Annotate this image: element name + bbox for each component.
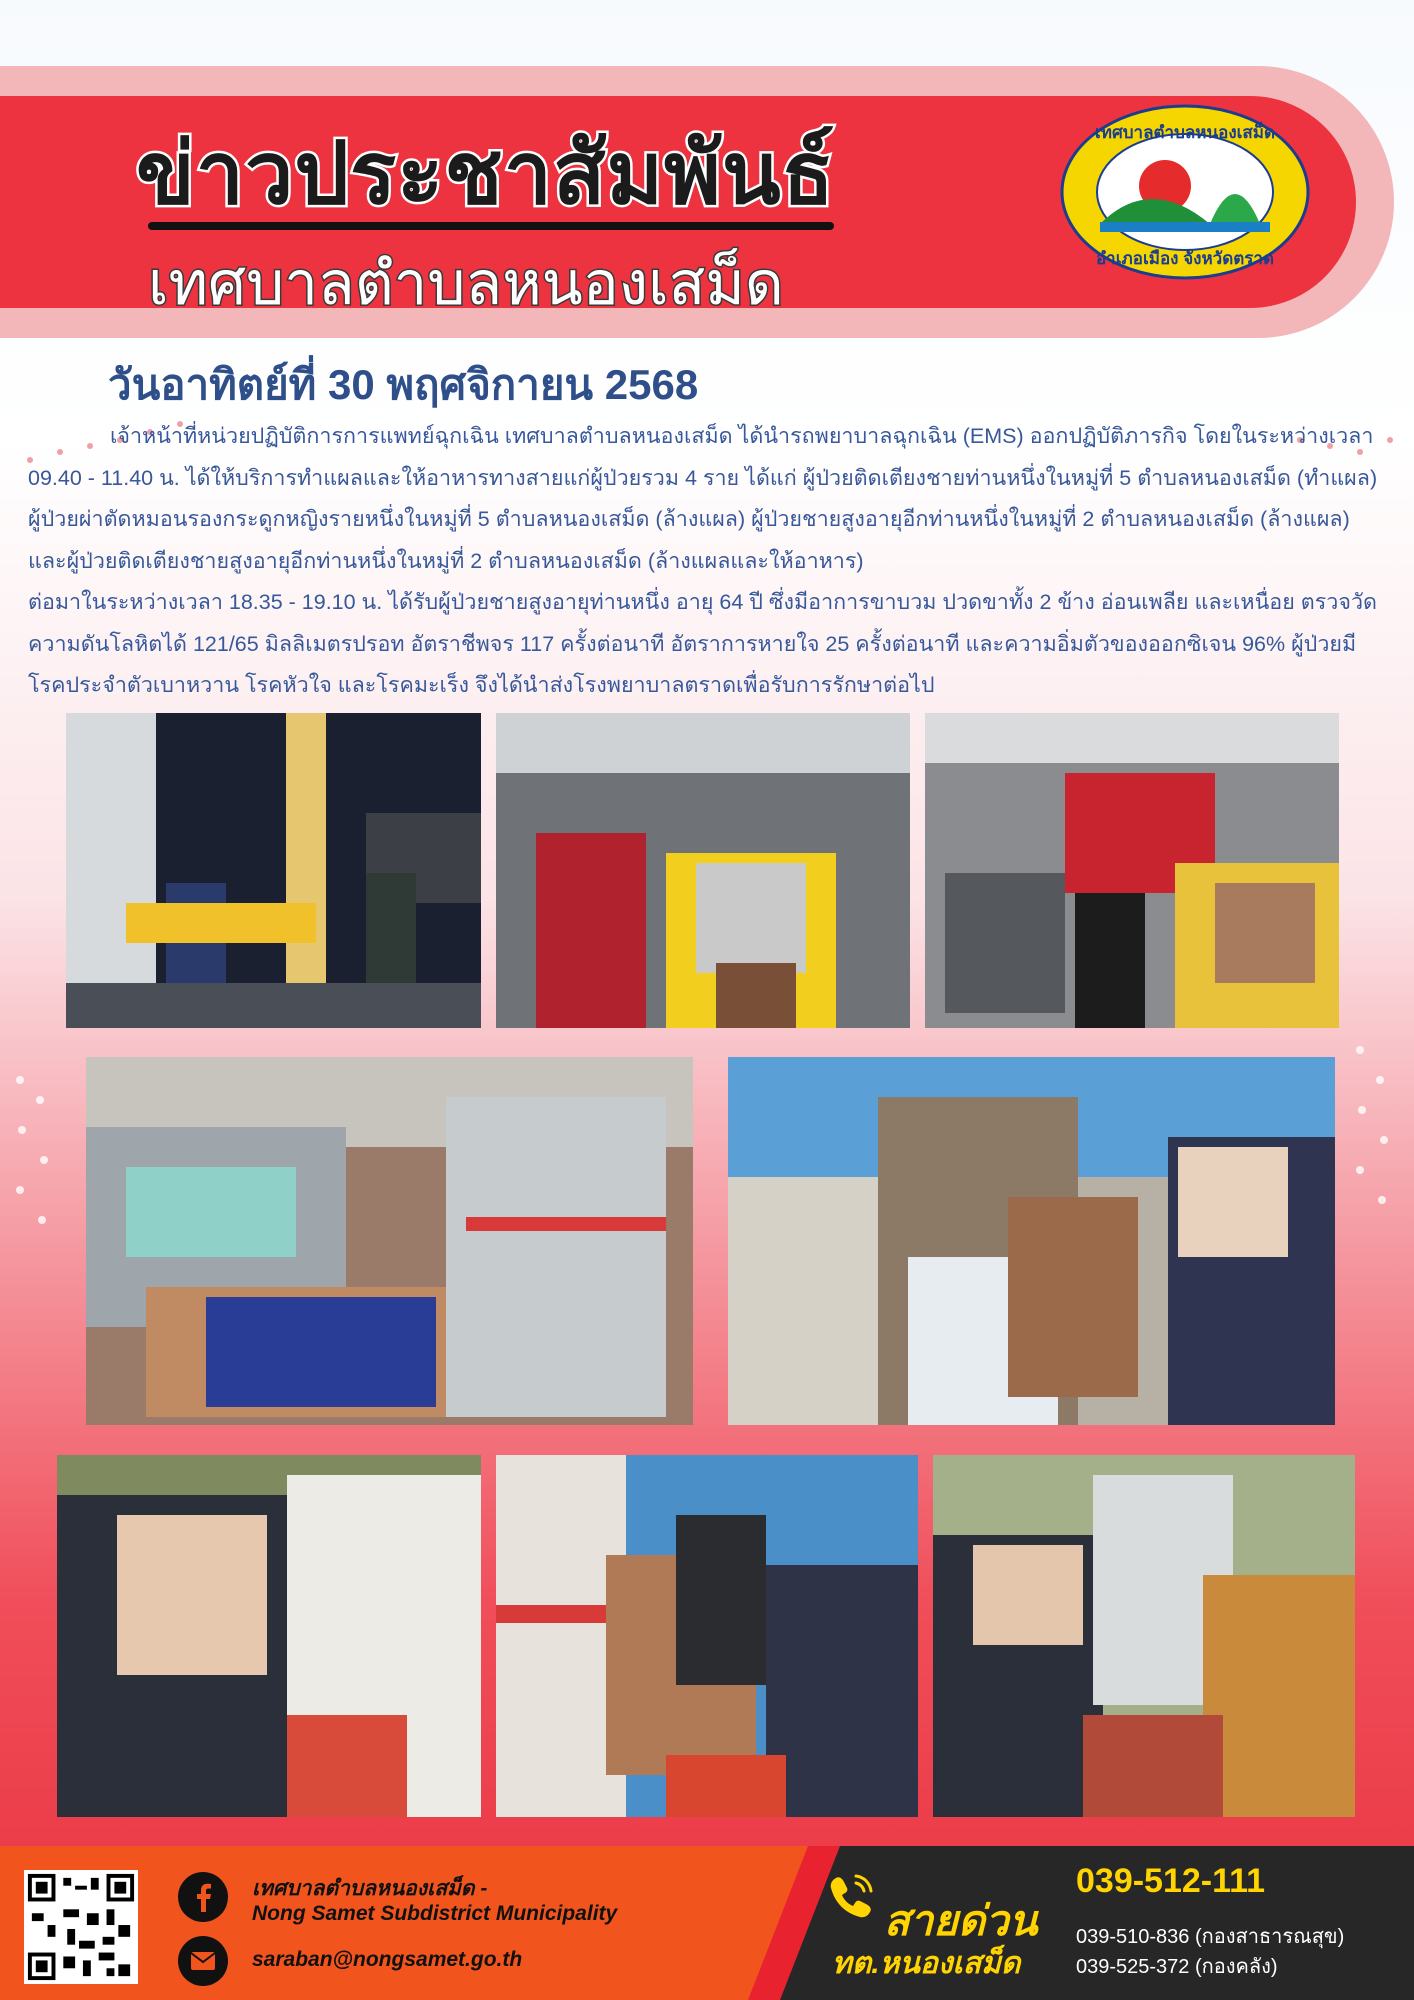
photo-bedridden-patient xyxy=(86,1057,693,1425)
title-underline xyxy=(148,222,834,230)
photo-home-wound-care-4 xyxy=(933,1455,1355,1817)
phone-health[interactable]: 039-510-836 (กองสาธารณสุข) xyxy=(1076,1926,1345,1948)
municipality-logo xyxy=(1060,104,1310,280)
photo-home-wound-care-1 xyxy=(728,1057,1335,1425)
photo-ambulance-interior-1 xyxy=(496,713,910,1028)
page-subtitle: เทศบาลตำบลหนองเสม็ด xyxy=(148,250,784,317)
photo-ambulance-stretcher xyxy=(66,713,481,1028)
phone-icon xyxy=(826,1870,878,1922)
facebook-icon[interactable] xyxy=(178,1872,228,1922)
facebook-page-name-en[interactable]: Nong Samet Subdistrict Municipality xyxy=(252,1902,618,1925)
page-title: ข่าวประชาสัมพันธ์ xyxy=(136,126,836,222)
phone-finance[interactable]: 039-525-372 (กองคลัง) xyxy=(1076,1956,1278,1978)
photo-home-wound-care-3 xyxy=(496,1455,918,1817)
photo-ambulance-interior-2 xyxy=(925,713,1339,1028)
mail-icon[interactable] xyxy=(178,1936,228,1986)
svg-text:เทศบาลตำบลหนองเสม็ด: เทศบาลตำบลหนองเสม็ด xyxy=(1094,123,1276,142)
hotline-number[interactable]: 039-512-111 xyxy=(1076,1862,1266,1900)
hotline-org: ทต.หนองเสม็ด xyxy=(832,1947,1021,1980)
svg-text:อำเภอเมือง จังหวัดตราด: อำเภอเมือง จังหวัดตราด xyxy=(1095,249,1275,268)
qr-code[interactable] xyxy=(24,1870,138,1984)
article-body xyxy=(28,416,1382,707)
email-address[interactable]: saraban@nongsamet.go.th xyxy=(252,1948,523,1971)
article-date: วันอาทิตย์ที่ 30 พฤศจิกายน 2568 xyxy=(108,361,699,408)
facebook-page-name[interactable]: เทศบาลตำบลหนองเสม็ด - xyxy=(252,1877,488,1900)
hotline-label: สายด่วน xyxy=(884,1897,1038,1944)
photo-home-wound-care-2 xyxy=(57,1455,481,1817)
article-paragraph-1: เจ้าหน้าที่หน่วยปฏิบัติการการแพทย์ฉุกเฉิน เทศบาลตำบลหนองเสม็ด ได้นำรถพยาบาลฉุกเฉิน (EMS) ออกปฏิบัติภารกิจ โดยในระหว่างเวลา 09.40 - 11.40 น. ได้ให้บริการทำแผลและให้อาหารทางสายแก่ผู้ป่วยรวม 4 ราย ได้แก่ ผู้ป่วยติดเตียงชายท่านหนึ่งในหมู่ที่ 5 ตำบลหนองเสม็ด (ทำแผล) ผู้ป่วยผ่าตัดหมอนรองกระดูกหญิงรายหนึ่งในหมู่ที่ 5 ตำบลหนองเสม็ด (ล้างแผล) ผู้ป่วยชายสูงอายุอีกท่านหนึ่งในหมู่ที่ 2 ตำบลหนองเสม็ด (ล้างแผล) และผู้ป่วยติดเตียงชายสูงอายุอีกท่านหนึ่งในหมู่ที่ 2 ตำบลหนองเสม็ด (ล้างแผลและให้อาหาร) xyxy=(28,424,1378,573)
article-paragraph-2: ต่อมาในระหว่างเวลา 18.35 - 19.10 น. ได้รับผู้ป่วยชายสูงอายุท่านหนึ่ง อายุ 64 ปี ซึ่งมีอาการขาบวม ปวดขาทั้ง 2 ข้าง อ่อนเพลีย และเหนื่อย ตรวจวัดความดันโลหิตได้ 121/65 มิลลิเมตรปรอท อัตราชีพจร 117 ครั้งต่อนาที อัตราการหายใจ 25 ครั้งต่อนาที และความอิ่มตัวของออกซิเจน 96% ผู้ป่วยมีโรคประจำตัวเบาหวาน โรคหัวใจ และโรคมะเร็ง จึงได้นำส่งโรงพยาบาลตราดเพื่อรับการรักษาต่อไป xyxy=(28,590,1377,697)
